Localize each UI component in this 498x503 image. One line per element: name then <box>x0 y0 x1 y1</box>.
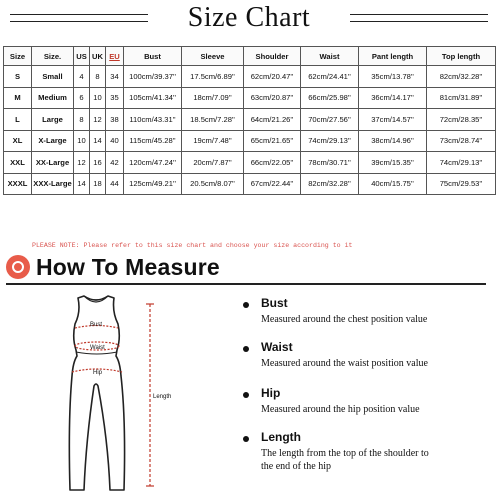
item-description <box>261 357 428 370</box>
measure-heading-text: How To Measure <box>36 254 220 280</box>
bullet-icon <box>243 436 249 442</box>
item-title: Bust <box>261 296 288 310</box>
cell-shoulder: 62cm/20.47'' <box>244 66 301 88</box>
header-bust: Bust <box>124 47 182 66</box>
cell-size-name: XXX-Large <box>32 173 74 195</box>
cell-uk: 12 <box>90 109 106 131</box>
cell-waist: 70cm/27.56'' <box>301 109 359 131</box>
cell-eu: 44 <box>106 173 124 195</box>
cell-shoulder: 66cm/22.05'' <box>244 152 301 174</box>
cell-eu: 38 <box>106 109 124 131</box>
item-desc-line: Measured around the waist position value <box>261 358 428 369</box>
cell-pant-length: 35cm/13.78'' <box>359 66 427 88</box>
cell-size: M <box>4 87 32 109</box>
table-row <box>4 109 496 131</box>
item-desc-line: Measured around the hip position value <box>261 404 420 415</box>
cell-eu: 35 <box>106 87 124 109</box>
header-eu-label: EU <box>109 51 120 61</box>
cell-sleeve: 20.5cm/8.07'' <box>182 173 244 195</box>
header-pant-length: Pant length <box>359 47 427 66</box>
cell-us: 14 <box>74 173 90 195</box>
item-description <box>261 403 420 416</box>
cell-pant-length: 40cm/15.75'' <box>359 173 427 195</box>
item-desc-line: Measured around the chest position value <box>261 314 428 325</box>
table-row <box>4 173 496 195</box>
cell-pant-length: 39cm/15.35'' <box>359 152 427 174</box>
cell-waist: 78cm/30.71'' <box>301 152 359 174</box>
cell-us: 8 <box>74 109 90 131</box>
cell-size-name: Large <box>32 109 74 131</box>
cell-us: 10 <box>74 130 90 152</box>
bullet-icon <box>243 346 249 352</box>
header-size: Size <box>4 47 32 66</box>
item-title: Length <box>261 430 301 444</box>
length-label: Length <box>153 394 172 400</box>
cell-eu: 34 <box>106 66 124 88</box>
header-sleeve: Sleeve <box>182 47 244 66</box>
cell-pant-length: 37cm/14.57'' <box>359 109 427 131</box>
header-top-length: Top length <box>427 47 496 66</box>
cell-waist: 62cm/24.41'' <box>301 66 359 88</box>
table-header-row <box>4 47 496 66</box>
cell-top-length: 75cm/29.53'' <box>427 173 496 195</box>
target-icon <box>6 255 30 279</box>
header-us: US <box>74 47 90 66</box>
waist-label: Waist <box>90 345 105 351</box>
cell-sleeve: 20cm/7.87'' <box>182 152 244 174</box>
cell-top-length: 74cm/29.13'' <box>427 152 496 174</box>
cell-size-name: XX-Large <box>32 152 74 174</box>
cell-bust: 115cm/45.28'' <box>124 130 182 152</box>
cell-uk: 18 <box>90 173 106 195</box>
bust-label: Bust <box>90 322 103 328</box>
table-row <box>4 130 496 152</box>
header-waist: Waist <box>301 47 359 66</box>
cell-waist: 82cm/32.28'' <box>301 173 359 195</box>
header-uk: UK <box>90 47 106 66</box>
cell-size-name: Medium <box>32 87 74 109</box>
item-description <box>261 313 427 326</box>
cell-pant-length: 38cm/14.96'' <box>359 130 427 152</box>
cell-sleeve: 17.5cm/6.89'' <box>182 66 244 88</box>
how-to-measure-heading <box>6 255 486 281</box>
item-desc-line: the end of the hip <box>261 461 331 472</box>
cell-uk: 8 <box>90 66 106 88</box>
bullet-icon <box>243 392 249 398</box>
cell-uk: 10 <box>90 87 106 109</box>
cell-us: 6 <box>74 87 90 109</box>
cell-top-length: 82cm/32.28'' <box>427 66 496 88</box>
cell-size: XXXL <box>4 173 32 195</box>
cell-eu: 42 <box>106 152 124 174</box>
table-row <box>4 152 496 174</box>
cell-uk: 14 <box>90 130 106 152</box>
hip-label: Hip <box>93 370 103 376</box>
cell-shoulder: 65cm/21.65'' <box>244 130 301 152</box>
cell-bust: 120cm/47.24'' <box>124 152 182 174</box>
cell-shoulder: 67cm/22.44'' <box>244 173 301 195</box>
cell-size-name: Small <box>32 66 74 88</box>
cell-pant-length: 36cm/14.17'' <box>359 87 427 109</box>
page-title: Size Chart <box>187 2 311 33</box>
cell-shoulder: 64cm/21.26'' <box>244 109 301 131</box>
size-chart-body <box>4 66 496 195</box>
cell-size: XXL <box>4 152 32 174</box>
cell-bust: 110cm/43.31'' <box>124 109 182 131</box>
cell-top-length: 73cm/28.74'' <box>427 130 496 152</box>
item-description <box>261 447 429 473</box>
cell-sleeve: 19cm/7.48'' <box>182 130 244 152</box>
size-chart-table <box>3 46 496 195</box>
cell-top-length: 81cm/31.89'' <box>427 87 496 109</box>
item-desc-line: The length from the top of the shoulder to <box>261 448 429 459</box>
header-shoulder: Shoulder <box>244 47 301 66</box>
heading-underline <box>6 283 486 285</box>
header-size-name: Size. <box>32 47 74 66</box>
cell-us: 12 <box>74 152 90 174</box>
table-row <box>4 66 496 88</box>
item-title: Waist <box>261 340 293 354</box>
cell-sleeve: 18.5cm/7.28'' <box>182 109 244 131</box>
cell-bust: 105cm/41.34'' <box>124 87 182 109</box>
jumpsuit-illustration <box>0 290 240 498</box>
cell-bust: 100cm/39.37'' <box>124 66 182 88</box>
cell-size-name: X-Large <box>32 130 74 152</box>
item-title: Hip <box>261 386 281 400</box>
cell-bust: 125cm/49.21'' <box>124 173 182 195</box>
cell-shoulder: 63cm/20.87'' <box>244 87 301 109</box>
cell-size: L <box>4 109 32 131</box>
cell-us: 4 <box>74 66 90 88</box>
cell-waist: 66cm/25.98'' <box>301 87 359 109</box>
measurement-figure <box>0 290 240 498</box>
cell-size: S <box>4 66 32 88</box>
cell-eu: 40 <box>106 130 124 152</box>
title-banner <box>0 0 498 40</box>
bullet-icon <box>243 302 249 308</box>
cell-size: XL <box>4 130 32 152</box>
header-eu <box>106 47 124 66</box>
cell-uk: 16 <box>90 152 106 174</box>
table-row <box>4 87 496 109</box>
cell-sleeve: 18cm/7.09'' <box>182 87 244 109</box>
cell-top-length: 72cm/28.35'' <box>427 109 496 131</box>
size-note: PLEASE NOTE: Please refer to this size chart and choose your size according to it <box>32 242 353 249</box>
cell-waist: 74cm/29.13'' <box>301 130 359 152</box>
